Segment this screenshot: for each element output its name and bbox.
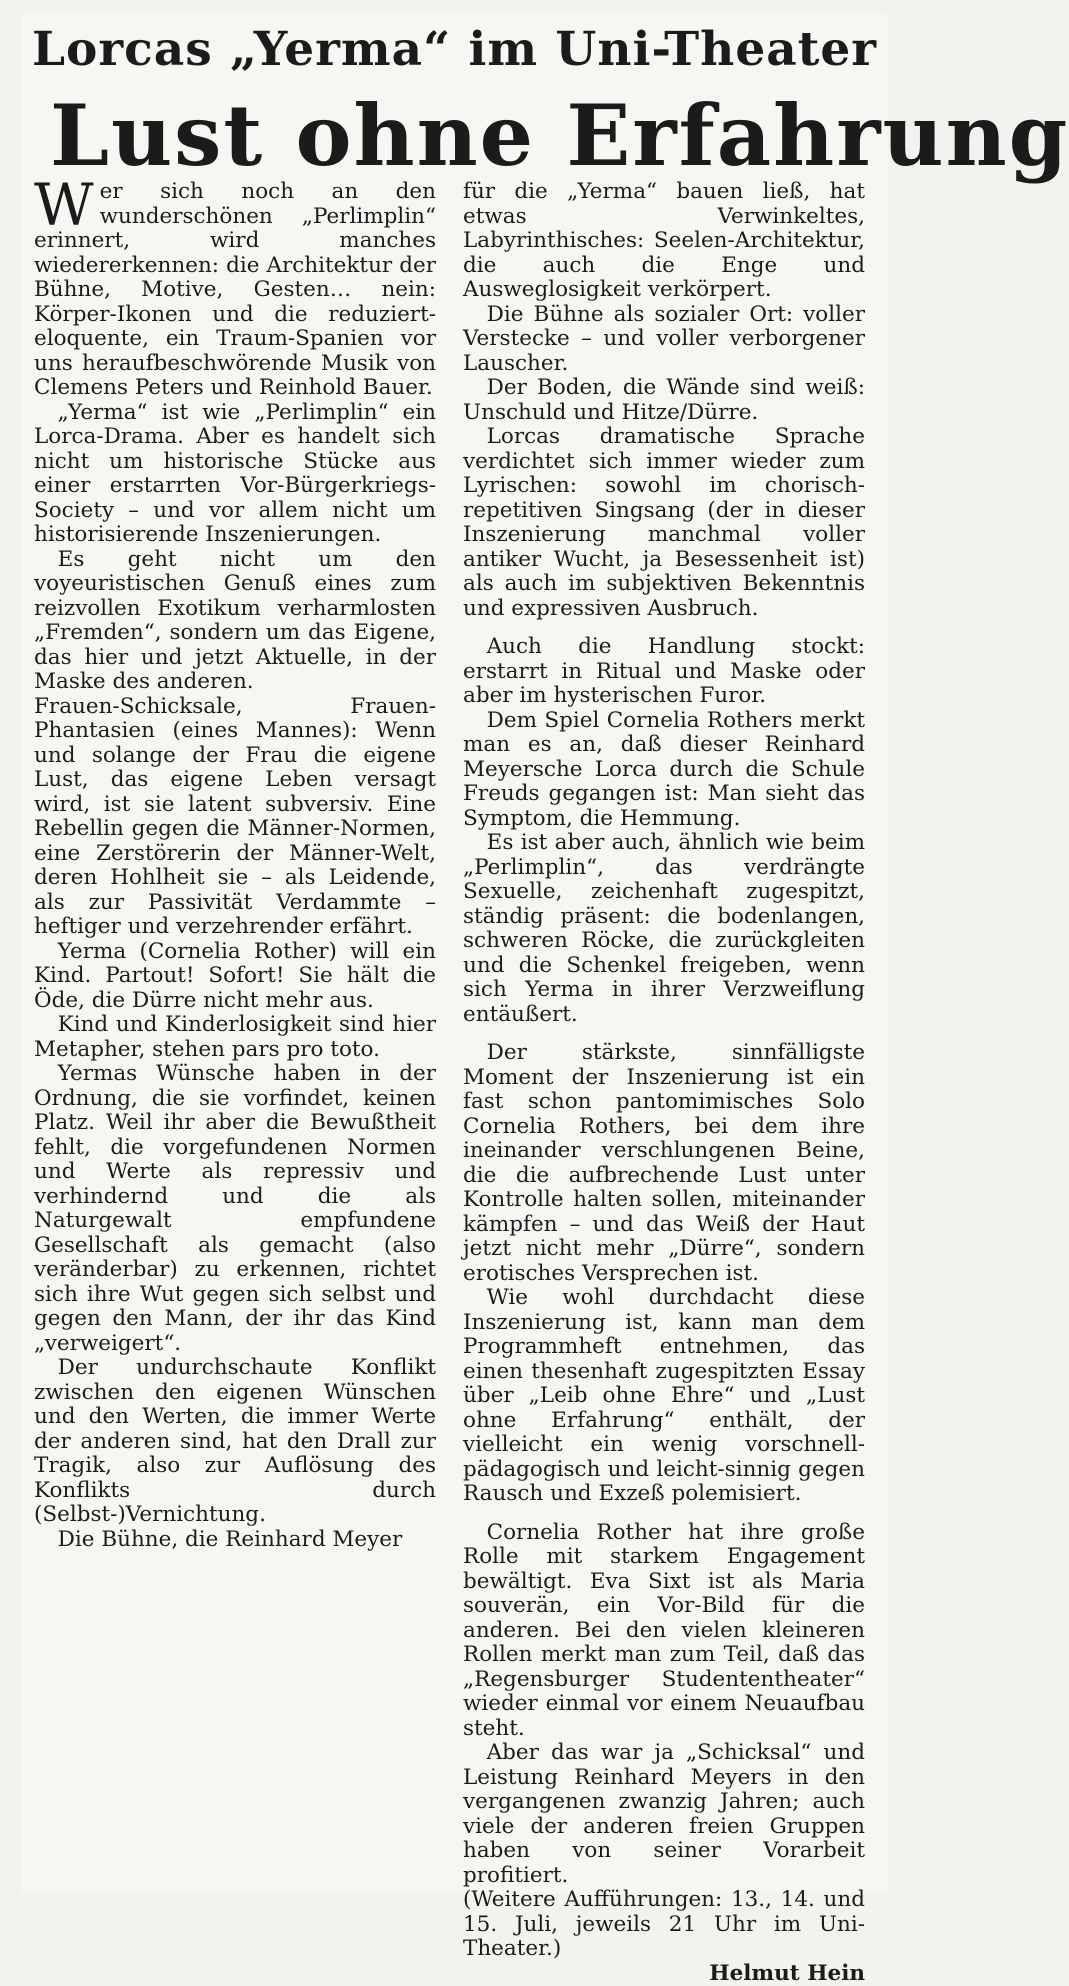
drop-cap: W [34, 180, 100, 228]
article-headline: Lust ohne Erfahrung [50, 86, 1069, 185]
paragraph: Yerma (Cornelia Rother) will ein Kind. Partout! Sofort! Sie hält die Öde, die Dürre nicht mehr aus. [34, 940, 436, 1014]
left-column [34, 180, 436, 1552]
paragraph: Frauen-Schicksale, Frauen-Phantasien (eines Mannes): Wenn und solange der Frau die eigene Lust, das eigene Leben versagt wird, ist sie latent subversiv. Eine Rebellin gegen die Männer-Normen, eine Zerstörerin der Männer-Welt, deren Hohlheit sie – als Leidende, als zur Passivität Verdammte – heftiger und verzehrender erfährt. [34, 695, 436, 940]
paragraph: Wie wohl durchdacht diese Inszenierung ist, kann man dem Programmheft entnehmen, das einen thesenhaft zugespitzten Essay über „Leib ohne Ehre“ und „Lust ohne Erfahrung“ enthält, der vielleicht ein wenig vorschnell-pädagogisch und leicht-sinnig gegen Rausch und Exzeß polemisiert. [463, 1286, 865, 1507]
closing-line [463, 1888, 865, 1962]
right-column [463, 180, 865, 1986]
paragraph: Dem Spiel Cornelia Rothers merkt man es an, daß dieser Reinhard Meyersche Lorca durch die Schule Freuds gegangen ist: Man sieht das Symptom, die Hemmung. [463, 709, 865, 832]
paragraph: Lorcas dramatische Sprache verdichtet sich immer wieder zum Lyrischen: sowohl im chorisch-repetitiven Singsang (der in dieser Inszenierung manchmal voller antiker Wucht, ja Besessenheit ist) als auch im subjektiven Bekenntnis und expressiven Ausbruch. [463, 425, 865, 621]
paragraph: „Yerma“ ist wie „Perlimplin“ ein Lorca-Drama. Aber es handelt sich nicht um historische Stücke aus einer erstarrten Vor-Bürgerkriegs-Society – und vor allem nicht um historisierende Inszenierungen. [34, 401, 436, 548]
paragraph: Der Boden, die Wände sind weiß: Unschuld und Hitze/Dürre. [463, 376, 865, 425]
performance-dates: (Weitere Aufführungen: 13., 14. und 15. Juli, jeweils 21 Uhr im Uni-Theater.) [463, 1888, 865, 1962]
paragraph: für die „Yerma“ bauen ließ, hat etwas Verwinkeltes, Labyrinthisches: Seelen-Architektur, die auch die Enge und Ausweglosigkeit verkörpert. [463, 180, 865, 303]
byline [463, 1962, 865, 1986]
paragraph: Der stärkste, sinnfälligste Moment der Inszenierung ist ein fast schon pantomimisches Solo Cornelia Rothers, bei dem ihre ineinander verschlungenen Beine, die die aufbrechende Lust unter Kontrolle halten sollen, miteinander kämpfen – und das Weiß der Haut jetzt nicht mehr „Dürre“, sondern erotisches Versprechen ist. [463, 1041, 865, 1286]
paragraph: Die Bühne als sozialer Ort: voller Verstecke – und voller verborgener Lauscher. [463, 303, 865, 377]
paragraph: Auch die Handlung stockt: erstarrt in Ritual und Maske oder aber im hysterischen Furor. [463, 635, 865, 709]
paragraph: Es ist aber auch, ähnlich wie beim „Perlimplin“, das verdrängte Sexuelle, zeichenhaft zugespitzt, ständig präsent: die bodenlangen, schweren Röcke, die zurückgleiten und die Schenkel freigeben, wenn sich Yerma in ihrer Verzweiflung entäußert. [463, 831, 865, 1027]
paragraph: Es geht nicht um den voyeuristischen Genuß eines zum reizvollen Exotikum verharmlosten „Fremden“, sondern um das Eigene, das hier und jetzt Aktuelle, in der Maske des anderen. [34, 548, 436, 695]
author-name: Helmut Hein [709, 1961, 865, 1986]
paragraph: Kind und Kinderlosigkeit sind hier Metapher, stehen pars pro toto. [34, 1013, 436, 1062]
paragraph: Yermas Wünsche haben in der Ordnung, die sie vorfindet, keinen Platz. Weil ihr aber die Bewußtheit fehlt, die vorgefundenen Normen und Werte als repressiv und verhindernd und die als Naturgewalt empfundene Gesellschaft als gemacht (also veränderbar) zu erkennen, richtet sich ihre Wut gegen sich selbst und gegen den Mann, der ihr das Kind „verweigert“. [34, 1062, 436, 1356]
paragraph: Der undurchschaute Konflikt zwischen den eigenen Wünschen und den Werten, die immer Werte der anderen sind, hat den Drall zur Tragik, also zur Auflösung des Konflikts durch (Selbst-)Vernichtung. [34, 1356, 436, 1528]
paragraph [34, 180, 436, 401]
article-kicker: Lorcas „Yerma“ im Uni-Theater [32, 22, 877, 77]
paragraph: Cornelia Rother hat ihre große Rolle mit starkem Engagement bewältigt. Eva Sixt ist als Maria souverän, ein Vor-Bild für die anderen. Bei den vielen kleineren Rollen merkt man zum Teil, daß das „Regensburger Studententheater“ wieder einmal vor einem Neuaufbau steht. [463, 1521, 865, 1742]
paragraph: Die Bühne, die Reinhard Meyer [34, 1528, 436, 1553]
paragraph-text: er sich noch an den wunderschönen „Perlimplin“ erinnert, wird manches wiedererkennen: die Architektur der Bühne, Motive, Gesten… nein: Körper-Ikonen und die reduziert-eloquente, ein Traum-Spanien vor uns heraufbeschwörende Musik von Clemens Peters und Reinhold Bauer. [34, 179, 436, 400]
paragraph: Aber das war ja „Schicksal“ und Leistung Reinhard Meyers in den vergangenen zwanzig Jahren; auch viele der anderen freien Gruppen haben von seiner Vorarbeit profitiert. [463, 1741, 865, 1888]
